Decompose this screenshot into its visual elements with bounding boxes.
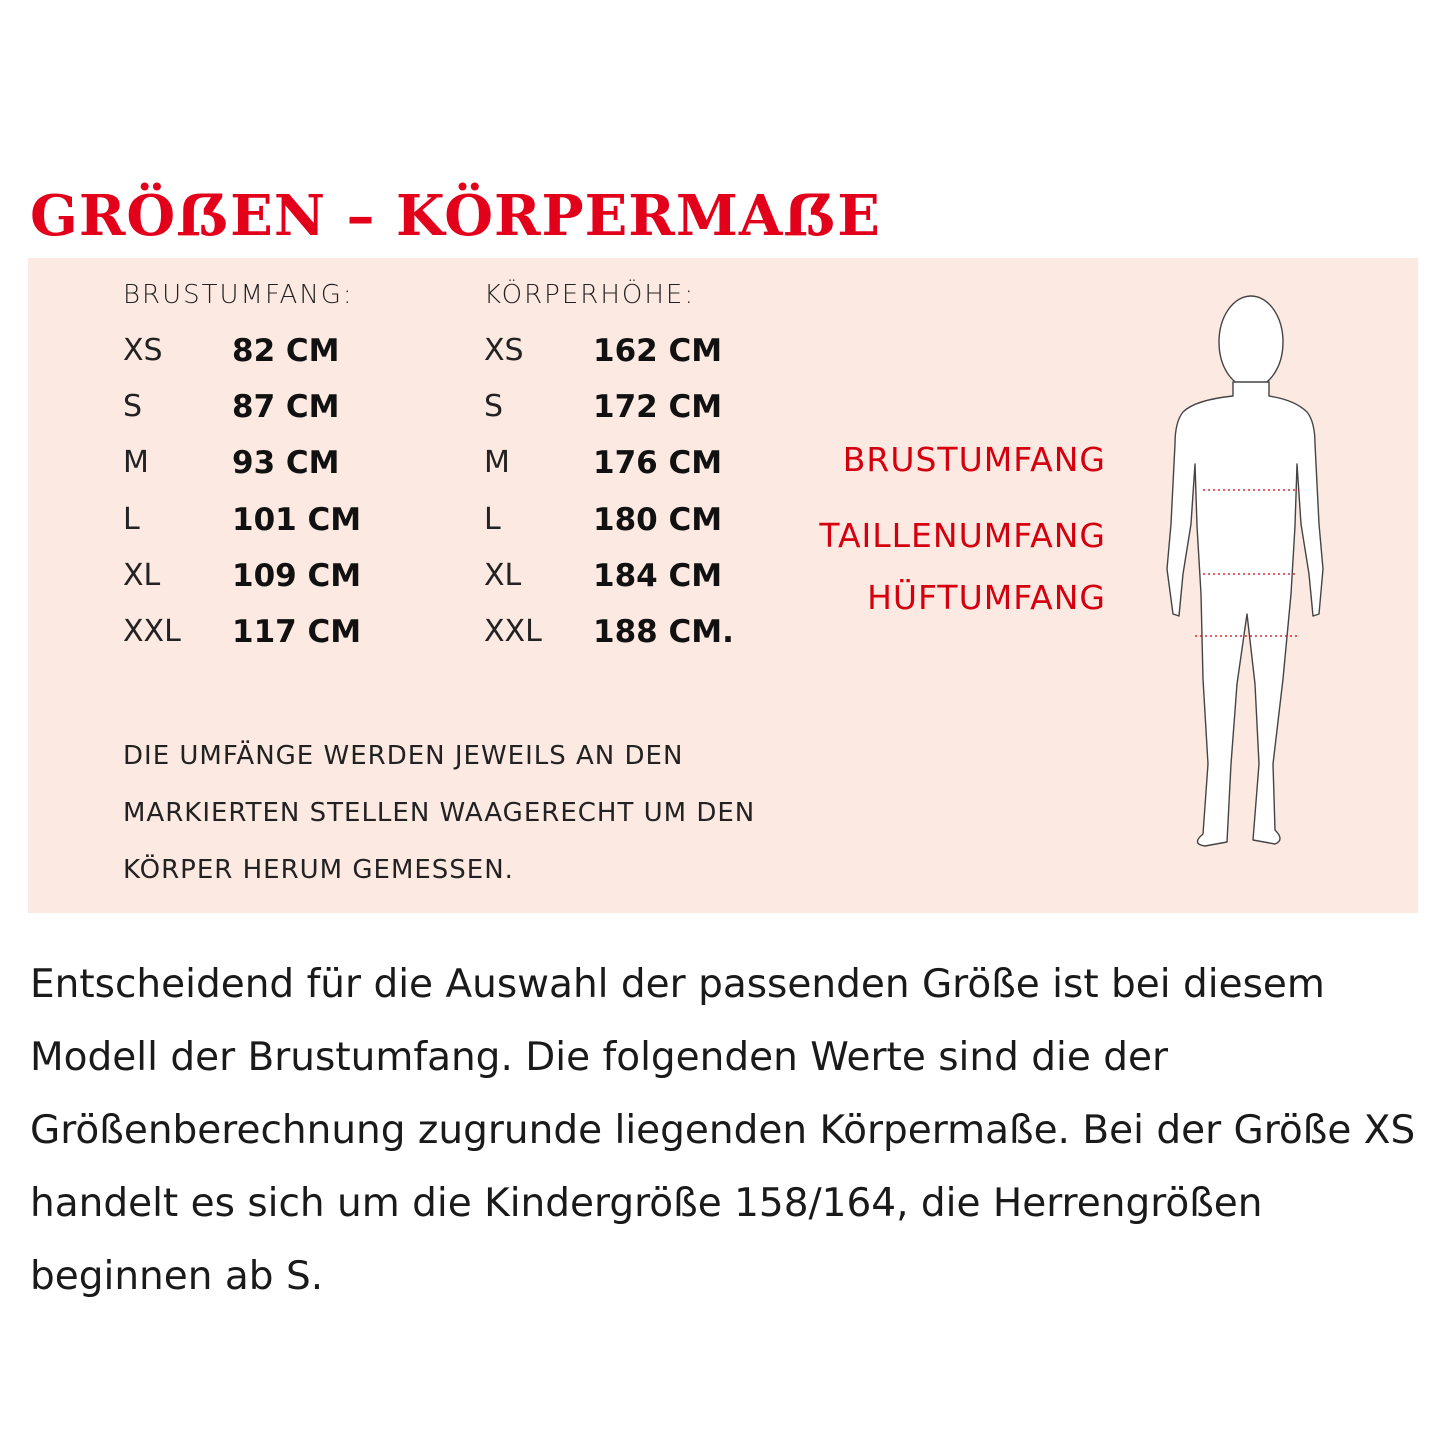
- waist-measure-label: TAILLENUMFANG: [819, 516, 1106, 555]
- size-label: M: [484, 445, 510, 480]
- size-panel: [28, 258, 1418, 913]
- size-label: XXL: [123, 614, 181, 649]
- size-value: 101 CM: [232, 502, 362, 538]
- size-label: L: [123, 502, 140, 537]
- chest-heading: BRUSTUMFANG:: [123, 280, 354, 310]
- size-value: 87 CM: [232, 389, 340, 425]
- size-label: XXL: [484, 614, 542, 649]
- size-label: XL: [484, 558, 522, 593]
- hip-measure-label: HÜFTUMFANG: [867, 578, 1106, 617]
- size-value: 172 CM: [593, 389, 723, 425]
- measurement-note: DIE UMFÄNGE WERDEN JEWEILS AN DEN MARKIERTEN STELLEN WAAGERECHT UM DEN KÖRPER HERUM GEMESSEN.: [123, 741, 756, 885]
- size-value: 176 CM: [593, 445, 723, 481]
- human-silhouette-icon: [1133, 294, 1353, 854]
- size-label: M: [123, 445, 149, 480]
- size-value: 117 CM: [232, 614, 362, 650]
- height-heading: KÖRPERHÖHE:: [484, 280, 696, 310]
- size-label: S: [484, 389, 504, 424]
- chest-measure-label: BRUSTUMFANG: [842, 440, 1106, 479]
- size-label: XL: [123, 558, 161, 593]
- size-label: XS: [123, 333, 163, 368]
- size-value: 184 CM: [593, 558, 723, 594]
- size-explanation-paragraph: Entscheidend für die Auswahl der passenden Größe ist bei diesem Modell der Brustumfang. Die folgenden Werte sind die der Größenberechnung zugrunde liegenden Körpermaße. Bei der Größe XS handelt es sich um die Kindergröße 158/164, die Herrengrößen beginnen ab S.: [30, 962, 1416, 1299]
- size-label: XS: [484, 333, 524, 368]
- size-label: L: [484, 502, 501, 537]
- size-value: 180 CM: [593, 502, 723, 538]
- page-title: GRÖẞEN – KÖRPERMAẞE: [30, 183, 881, 249]
- size-value: 188 CM.: [593, 614, 734, 650]
- size-value: 162 CM: [593, 333, 723, 369]
- size-value: 109 CM: [232, 558, 362, 594]
- size-value: 93 CM: [232, 445, 340, 481]
- size-label: S: [123, 389, 143, 424]
- size-value: 82 CM: [232, 333, 340, 369]
